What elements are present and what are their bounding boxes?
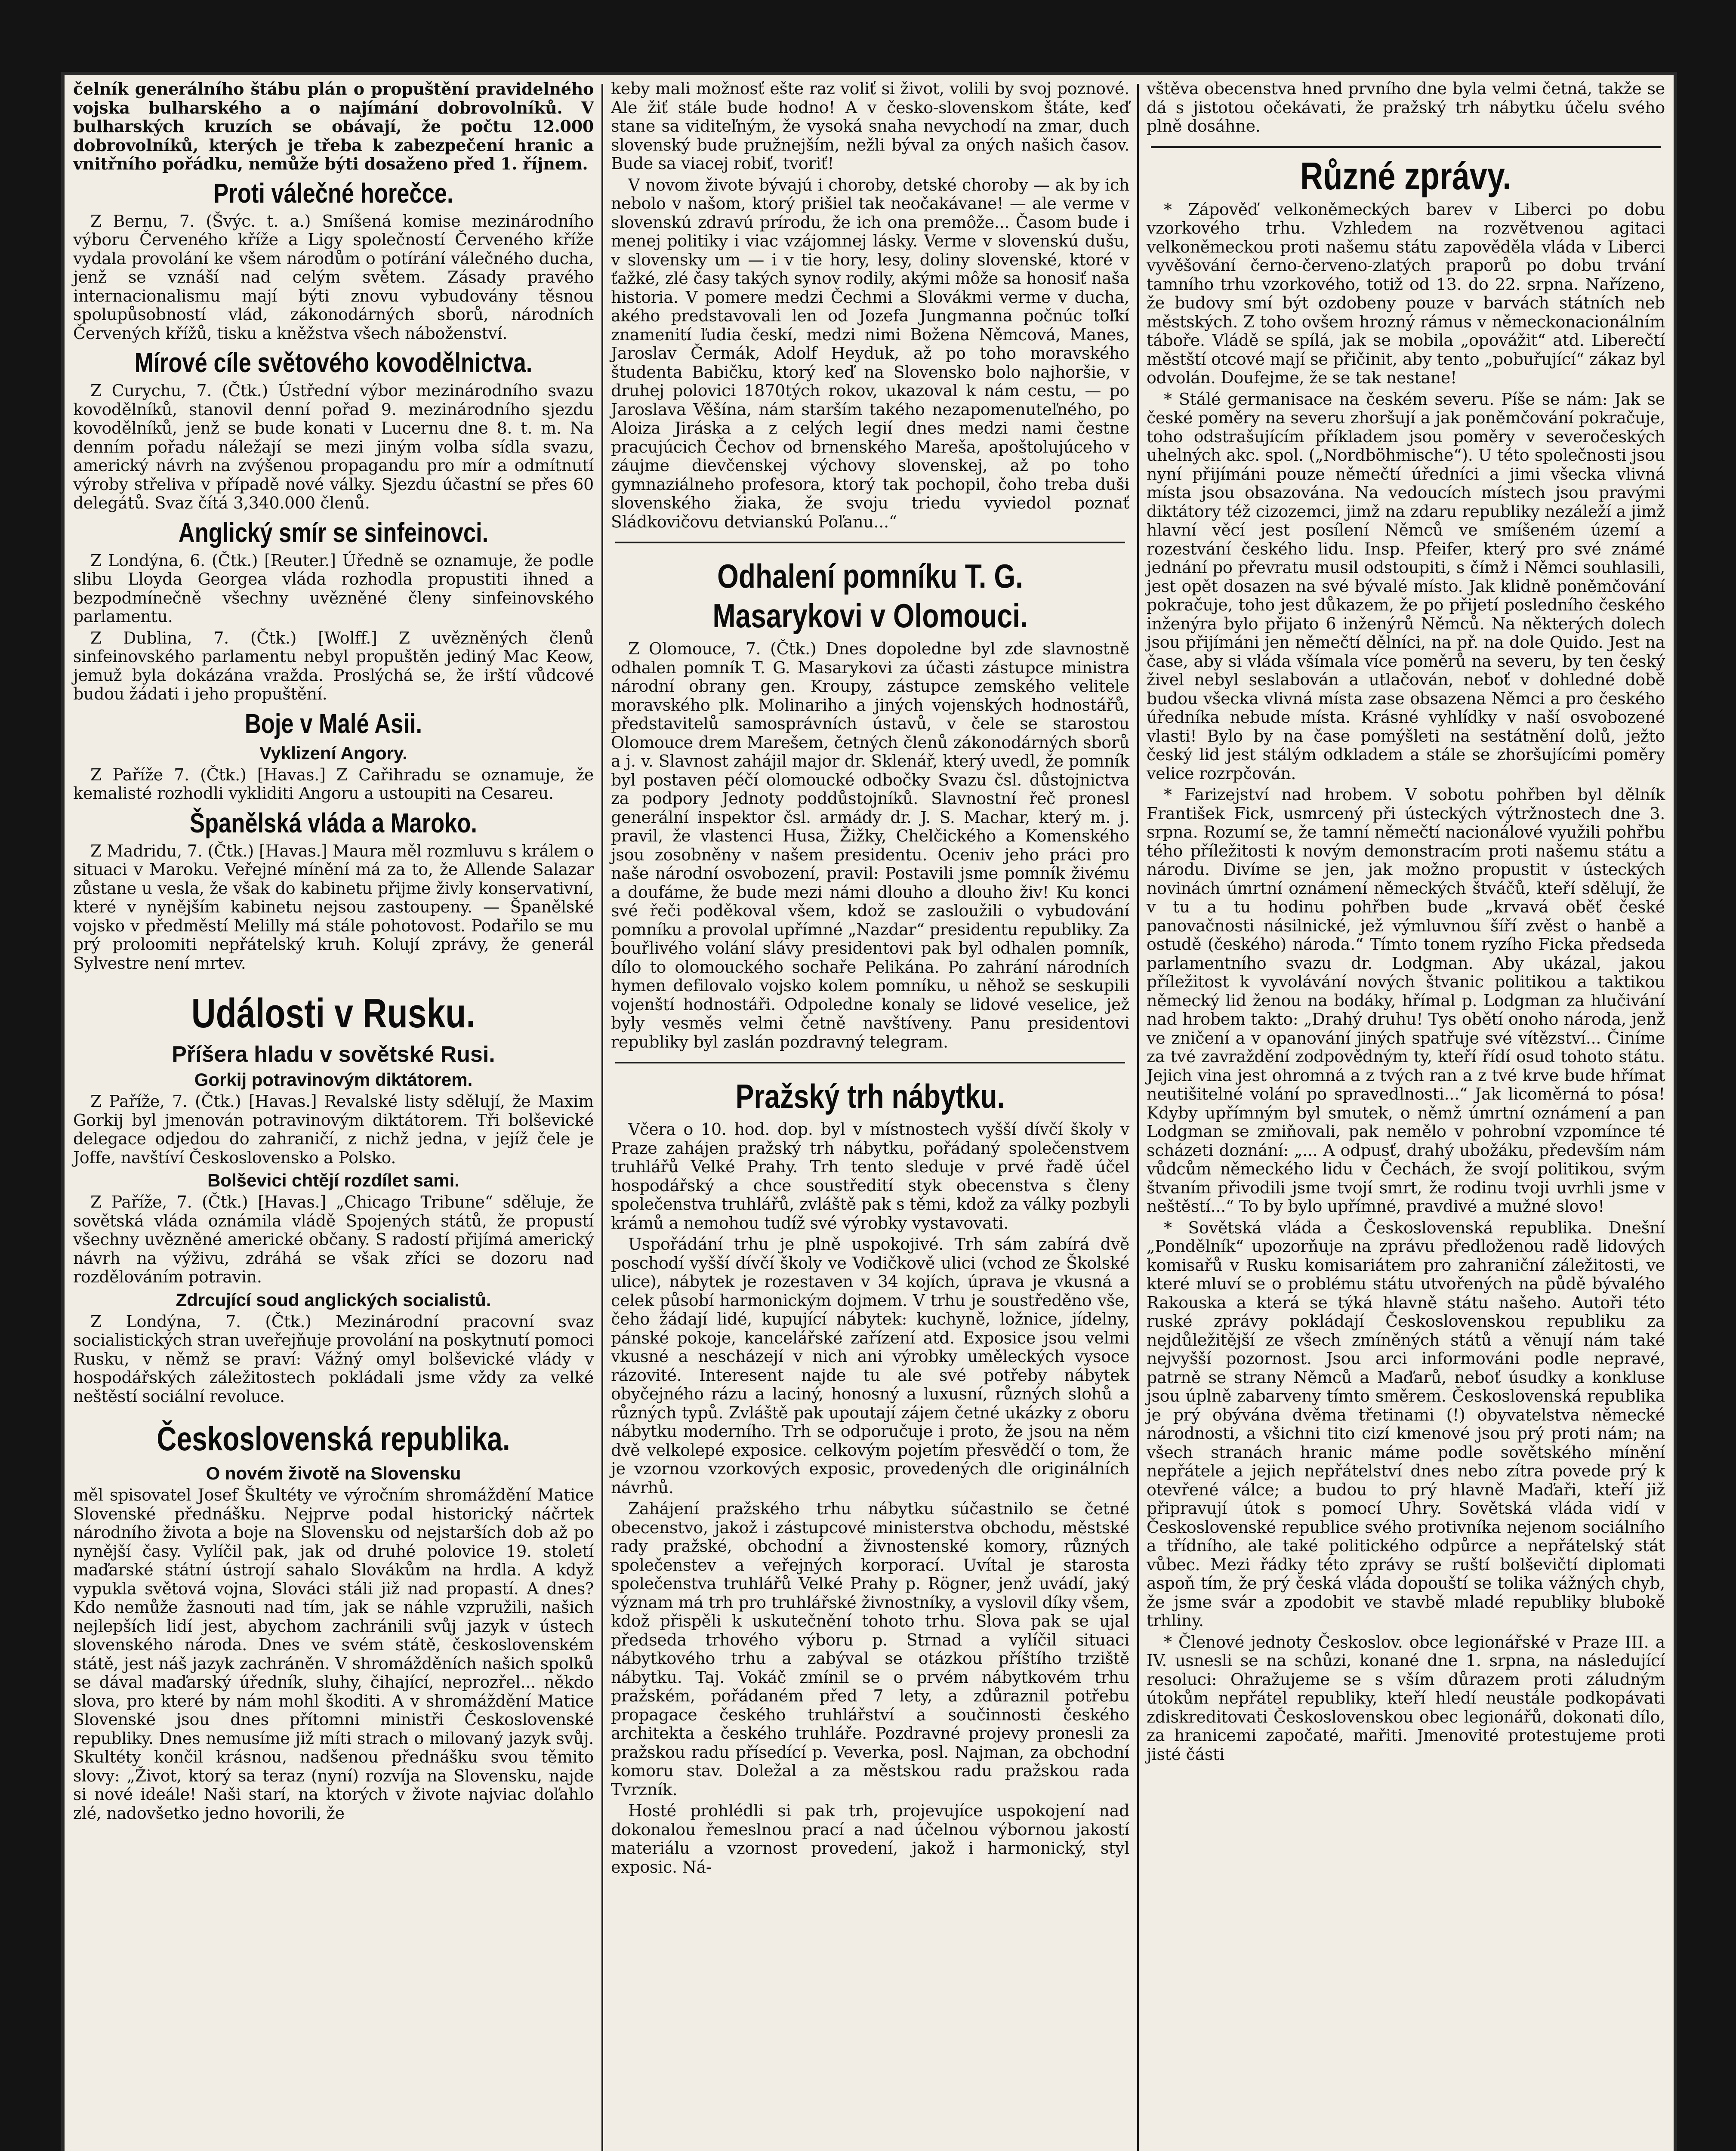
article-text: Uspořádání trhu je plně uspokojivé. Trh sám zabírá dvě poschodí vyšší dívčí školy ve Vodičkově ulici (vchod ze Školské ulice), nábytek je rozestaven v 34 kojích, úprava je vkusná a celek působí harmonickým dojmem. V trhu je soustředěno vše, čeho žádají lidé, kupující nábytek: kuchyně, ložnice, jídelny, pánské pokoje, kancelářské zařízení atd. Exposice jsou velmi vkusné a nescházejí v nich ani výrobky uměleckých vysoce rázovité. Interesent najde tu ale své potřeby nábytek obyčejného rázu a laciný, honosný a luxusní, různých slohů a různých typů. Zvláště pak upoutají zájem četné ukázky z oboru nábytku moderního. Trh se odporučuje i proto, že jsou na něm dvě velkolepé exposice. celkovým pojetím přesvědčí o tom, že je vzornou vzorkových exposic, provedených dle originálních návrhů. bbox=[611, 1235, 1129, 1497]
separator bbox=[1151, 146, 1661, 148]
column-1 bbox=[65, 75, 602, 2151]
article-text: * Sovětská vláda a Československá republika. Dnešní „Pondělník“ upozorňuje na zprávu předloženou radě lidových komisařů v Rusku komisariátem pro zahraniční záležitosti, ve které mluví se o problému státu utvořených na půdě bývalého Rakouska a která se týká hlavně státu našeho. Autoři této ruské zprávy pokládají Československou republiku za nejdůležitější ze všech zmíněných států a věnují nám také nejvyšší pozornost. Jsou arci informováni podle nepravé, patrně se strany Němců a Maďarů, neboť úsudky a konkluse jsou úplně zabarveny tímto směrem. Československá republika je prý obývána dvěma třetinami (!) obyvatelstva německé národnosti, a všichni tito cizí kmenové jsou prý proti nám; na všech stranách hranic máme podle sovětského mínění nepřátele a jejich nepřátelství dnes nebo zítra povede prý k otevřené válce; a budou to prý hlavně Maďaři, kteří již připravují útok s pomocí Uhry. Sovětská vláda vidí v Československé republice svého protivníka nejenom sociálního a třídního, ale také politického odpůrce a nepřátelský stát vůbec. Mezi řádky této zprávy se ruští bolševičtí diplomati aspoň tím, že prý česká vláda dopouští se tolika vážných chyb, že jsme svár a zpodobit ve stavbě mladé republiky blubokě trhliny. bbox=[1147, 1218, 1665, 1630]
article-text: vštěva obecenstva hned prvního dne byla velmi četná, takže se dá s jistotou očekávati, že pražský trh nábytku účelu svého plně dosáhne. bbox=[1147, 79, 1665, 136]
headline-anglicky-smir: Anglický smír se sinfeinovci. bbox=[178, 517, 489, 548]
article-text: Z Paříže, 7. (Čtk.) [Havas.] Revalské listy sdělují, že Maxim Gorkij byl jmenován potravinovým diktátorem. Tři bolševické delegace odjedou do zahraničí, z nichž jedna, v jejíž čele je Joffe, navštíví Československo a Polsko. bbox=[73, 1092, 594, 1167]
separator bbox=[615, 1062, 1125, 1063]
article-text: měl spisovatel Josef Škultéty ve výročním shromáždění Matice Slovenské přednášku. Nejprve podal historický náčrtek národního života a boje na Slovensku od nejstarších dob až po nynější časy. Vylíčil pak, jak od druhé polovice 19. století maďarské státní ústrojí sahalo Slovákům na hrdla. A když vypukla světová vojna, Slováci stáli již nad propastí. A dnes? Kdo nemůže žasnouti nad tím, jak se náhle vzpružili, našich nejlepších lidí jest, abychom zachránili svůj jazyk v ústech slovenského národa. Dnes ve svém státě, československém státě, jest náš jazyk zachráněn. V shromážděních našich spolků se dával maďarský úředník, sluhy, čihající, neprozřel... někdo slova, pro které by nám mohl škoditi. A v shromáždění Matice Slovenské jsou dnes přítomni ministři Československé republiky. Dnes nemusíme již míti strach o milovaný jazyk svůj. Skultéty končil krásnou, nadšenou přednášku svou těmito slovy: „Život, ktorý sa teraz (nyní) rozvíja na Slovensku, najde si nové ideále! Naši starí, na ktorých v živote najviac doľahlo zlé, nadovšetko jedno hovorili, že bbox=[73, 1485, 594, 1823]
headline-boje: Boje v Malé Asii. bbox=[244, 708, 422, 739]
article-text: * Členové jednoty Českoslov. obce legionářské v Praze III. a IV. usnesli se na schůzi, konané dne 1. srpna, na následující resoluci: Ohražujeme se s vším důrazem proti záludným útokům nepřátel republiky, kteří hledí neustále podkopávati zdiskreditovati Československou obec legionářů, dokonati dílo, za hranicemi započaté, mařiti. Jmenovité protestujeme proti jisté části bbox=[1147, 1632, 1665, 1764]
article-text: Z Londýna, 6. (Čtk.) [Reuter.] Úředně se oznamuje, že podle slibu Lloyda Georgea vláda rozhodla propustiti ihned a bezpodmínečně všechny uvězněné členy sinfeinovského parlamentu. bbox=[73, 551, 594, 626]
article-text: Z Paříže 7. (Čtk.) [Havas.] Z Cařihradu se oznamuje, že kemalisté rozhodli vykliditi Angoru a ustoupiti na Cesareu. bbox=[73, 765, 594, 803]
article-text: Z Olomouce, 7. (Čtk.) Dnes dopoledne byl zde slavnostně odhalen pomník T. G. Masarykovi za účasti zástupce ministra národní obrany gen. Kroupy, zástupce zemského velitele moravského plk. Molinariho a jiných vojenských hodnostářů, představitelů samosprávních ústavů, v čele se starostou Olomouce drem Marešem, četných členů zákonodárných sborů a j. v. Slavnost zahájil major dr. Sklenář, který uvedl, že pomník byl postaven péčí olomoucké odbočky Svazu čsl. důstojnictva za podpory Jednoty poddůstojníků. Slavnostní řeč pronesl generální inspektor čsl. armády dr. J. S. Machar, který m. j. pravil, že vlastenci Husa, Žižky, Chelčického a Komenského jsou zosobněny v našem presidentu. Oceniv jeho práci pro naše národní osvobození, pravil: Postavili jsme pomník živému a doufáme, že bude mezi námi dlouho a dlouho živ! Ku konci své řeči poděkoval všem, kdož se zasloužili o vybudování pomníku a provolal upřímné „Nazdar“ presidentu republiky. Za bouřlivého volání slávy presidentovi pak byl odhalen pomník, dílo to olomouckého sochaře Pelikána. Po zahrání národních hymen defilovalo vojsko kolem pomníku, u něhož se seskupili vojenští hodnostáři. Odpoledne konaly se lidové veselice, jež byly vesměs velmi četně navštíveny. Panu presidentovi republiky byl zaslán pozdravný telegram. bbox=[611, 639, 1129, 1051]
article-text: V novom živote bývajú i choroby, detské choroby — ak by ich nebolo v našom, ktorý prišiel tak neočakávane! — ale verme v slovenskú zdravú prírodu, že ich ona premôže... Časom bude i menej politiky i viac vzájomnej lásky. Verme v slovenskú dušu, v slovensky um — i v tie hory, lesy, doliny slovenské, ktoré v ťažké, zlé časy takých synov rodily, akými môže sa honosiť naša historia. V pomere medzi Čechmi a Slovákmi verme v ducha, akého predstavovali len od Jozefa Jungmanna počnúc toľkí znamenití ľudia českí, medzi nimi Božena Němcová, Manes, Jaroslav Čermák, Adolf Heyduk, až po toho moravského študenta Babičku, ktorý keď na Slovensko bolo najhoršie, v druhej polovici 1870tých rokov, ukazoval k nám cestu, — po Jaroslava Věšína, nám starším takého nezapomenuteľného, po Aloiza Jiráska a z celých legií dnes medzi nami čestne pracujúcich Čechov od brnenského Mareša, apoštolujúceho v záujme dievčenskej výchovy slovenskej, až po toho gymnaziálneho profesora, ktorý tak pochopil, čoho treba duši slovenského žiaka, že svoju triedu vyviedol poznať Sládkovičovu detvianskú Poľanu...“ bbox=[611, 175, 1129, 531]
subheadline-bolsevici: Bolševici chtějí rozdílet sami. bbox=[207, 1170, 459, 1190]
article-text: * Farizejství nad hrobem. V sobotu pohřben byl dělník František Fick, usmrcený při ústeckých výtržnostech dne 3. srpna. Rozumí se, že tamní němečtí nacionálové využili pohřbu tého příležitosti k novým demonstracím proti našemu státu a národu. Divíme se jen, jak možno propustit v ústeckých novinách úmrtní oznámení německých štváčů, kteří sdělují, že v tu a tu hodinu pohřben bude „krvavá oběť české panovačnosti násilnické, jež výmluvnou šíří zvěst o hanbě a ostudě (českého) národa.“ Tímto tonem ryzího Ficka předseda parlamentního svazu dr. Lodgman. Aby ukázal, jakou příležitost k vyvolávání nových štvanic politikou a taktikou německý lid ženou na bodáky, hřímal p. Lodgman za hlučivání nad hrobem takto: „Drahý druhu! Tys obětí onoho národa, jenž ve zničení a v opanování jiných spatřuje své vítězství... Činíme za tvé zavraždění zodpovědným ty, kteří řídí osud tohoto státu. Jejich vina jest ohromná a z tvých ran a z tvé krve bude hřímat neutišitelné volání po spravedlnosti...“ Jak licoměrná to pósa! Kdyby upřímným byl smutek, o němž úmrtní oznámení a pan Lodgman se zmiňovali, pak nemělo v pohrobní vzpomínce té scházeti doznání: „... A odpusť, drahý ubožáku, především nám vůdcům německého lidu v Čechách, že svojí politikou, svým štvaním přivodili jsme tvojí smrt, že rodinu tvoji uvrhli jsme v neštěstí...“ To by bylo upřímné, pravdivé a mužné slovo! bbox=[1147, 785, 1665, 1216]
subheadline-slovensko: O novém životě na Slovensku bbox=[206, 1463, 461, 1483]
headline-pomnik: Odhalení pomníku T. G. Masarykovi v Olomouci. bbox=[712, 557, 1028, 635]
subheadline-soud: Zdrcující soud anglických socialistů. bbox=[176, 1289, 491, 1310]
headline-csr: Československá republika. bbox=[157, 1420, 510, 1458]
article-text: Z Madridu, 7. (Čtk.) [Havas.] Maura měl rozmluvu s králem o situaci v Maroku. Veřejné mínění má za to, že Allende Salazar zůstane u vesla, že však do kabinetu přijme živly konservativní, které v nynějším kabinetu nejsou zastoupeny. — Španělské vojsko v předměstí Melilly má stále pohotovost. Podařilo se mu prý proloomiti nepřátelský kruh. Kolují zprávy, že generál Sylvestre není mrtev. bbox=[73, 841, 594, 973]
article-text: Včera o 10. hod. dop. byl v místnostech vyšší dívčí školy v Praze zahájen pražský trh nábytku, pořádaný společenstvem truhlářů Velké Prahy. Trh tento sleduje v prvé řadě účel hospodářský a chce soustředití styk obecenstva s členy společenstva truhlářů, zvláště pak s těmi, kdož za války pozbyli krámů a nemohou tudíž své výrobky vystavovati. bbox=[611, 1120, 1129, 1233]
subheadline-angora: Vyklizení Angory. bbox=[259, 743, 407, 763]
article-text: * Stálé germanisace na českém severu. Píše se nám: Jak se české poměry na severu zhoršují a jak poněmčování pokračuje, toho odstrašujícím příkladem jsou poměry v severočeských uhelných akc. spol. („Nordböhmische“). U této společnosti jsou nyní přijímáni pouze němečtí úředníci a jimi všecka vlivná místa jsou obsazována. Na vedoucích místech jsou pravými diktátory též cizozemci, jimž na zdaru republiky nezáleží a jimž hlavní věcí jest posílení Němců ve smíšeném území a rozestvání českého lidu. Insp. Pfeifer, který pro své známé jednání po převratu musil odstoupiti, s čímž i Němci souhlasili, jest opět dosazen na své bývalé místo. Jak klidně poněmčování pokračuje, toho jest důkazem, že po přijetí posledního českého inženýra bylo přijato 6 inženýrů Němců. Na některých dolech jsou přijímáni jen němečtí dělníci, na př. na dole Quido. Jest na čase, aby si vláda všímala více poměrů na severu, by ten český živel nebyl seslabován a utlačován, neboť v dohledné době budou všecka vlivná místa zase obsazena Němci a pro českého úředníka nebude místa. Krásné vyhlídky v naší osvobozené vlasti! Bylo by na čase pomýšleti na sestátnění dolů, ježto český lid jest stálým odkladem a stále se zhoršujícími poměry velice rozrpčován. bbox=[1147, 389, 1665, 783]
subheadline-gorkij: Gorkij potravinovým diktátorem. bbox=[194, 1069, 473, 1090]
article-text: Zahájení pražského trhu nábytku súčastnilo se četné obecenstvo, jakož i zástupcové ministerstva obchodu, městské rady pražské, obchodní a živnostenské komory, různých společenstev a veřejných korporací. Uvítal je starosta společenstva truhlářů Velké Prahy p. Rögner, jenž uvádí, jaký význam má trh pro truhlářské živnostníky, a vyslovil díky všem, kdož přispěli k uskutečnění tohoto trhu. Slova pak se ujal předseda trhového výboru p. Strnad a vylíčil situaci nábytkového trhu a zabýval se otázkou příštího trziště nábytku. Taj. Vokáč zmínil se o prvém nábytkovém trhu pražském, pořádaném před 7 lety, a zdůraznil potřebu propagace českého truhlářství a součinnosti českého architekta a českého truhláře. Pozdravné projevy pronesli za pražskou radu přísedící p. Veverka, posl. Najman, za obchodní komoru stav. Doležal a za městskou radu pražskou rada Tvrzník. bbox=[611, 1499, 1129, 1799]
article-text: Hosté prohlédli si pak trh, projevujíce uspokojení nad dokonalou řemeslnou prací a nad účelnou výbornou jakostí materiálu a vzornost provedení, jakož i harmonický, styl exposic. Ná- bbox=[611, 1801, 1129, 1877]
headline-trh: Pražský trh nábytku. bbox=[735, 1077, 1005, 1115]
column-3 bbox=[1138, 75, 1674, 2151]
article-text: Z Paříže, 7. (Čtk.) [Havas.] „Chicago Tribune“ sděluje, že sovětská vláda oznámila vládě Spojených států, že propustí všechny uvězněné americké občany. S radostí přijímá americký návrh na výživu, zdráhá se však zříci se dozoru nad rozdělováním potravin. bbox=[73, 1193, 594, 1286]
headline-kovodelnictvo: Mírové cíle světového kovodělnictva. bbox=[134, 347, 533, 378]
headline-valecne: Proti válečné horečce. bbox=[213, 177, 453, 209]
article-text: Z Bernu, 7. (Švýc. t. a.) Smíšená komise mezinárodního výboru Červeného kříže a Ligy společností Červeného kříže vydala provolání ke všem národům o potírání válečného ducha, jenž se vznáší nad celým světem. Zásady pravého internacionalismu mají býti znovu vybudovány těsnou spolupůsobností vlád, zákonodárných sborů, národních Červených křížů, tisku a kněžstva všech náboženství. bbox=[73, 211, 594, 343]
headline-zpravy: Různé zprávy. bbox=[1300, 154, 1511, 198]
article-text: * Zápověď velkoněmeckých barev v Liberci po dobu vzorkového trhu. Vzhledem na rozvětvenou agitaci velkoněmeckou proti našemu státu zapověděla vláda v Liberci vyvěšování černo-červeno-zlatých praporů po dobu trvání tamního trhu vzorkového, totiž od 13. do 22. srpna. Nařízeno, že budovy smí být ozdobeny pouze v barvách státních neb městských. Z toho ovšem hrozný rámus v německonacionálním táboře. Vládě se spílá, jak se mobila „opovážit“ atd. Liberečtí městští otcové mají se přičinit, aby tento „pobuřující“ zákaz byl odvolán. Doufejme, že se tak nestane! bbox=[1147, 200, 1665, 387]
subheadline-prisera: Příšera hladu v sovětské Rusi. bbox=[172, 1042, 495, 1067]
headline-spanelsko: Španělská vláda a Maroko. bbox=[190, 807, 477, 838]
separator bbox=[615, 542, 1125, 543]
newspaper-page bbox=[65, 75, 1674, 2151]
article-text: Z Dublina, 7. (Čtk.) [Wolff.] Z uvězněných členů sinfeinovského parlamentu nebyl propuštěn jediný Mac Keow, jemuž byla dokázána vražda. Proslýchá se, že irští vůdcové budou žádati i jeho propuštění. bbox=[73, 628, 594, 703]
article-text: Z Curychu, 7. (Čtk.) Ústřední výbor mezinárodního svazu kovodělníků, stanovil denní pořad 9. mezinárodního sjezdu kovodělníků, jenž se bude konati v Lucernu dne 8. t. m. Na denním pořadu náležají se mezi jiným volba sídla svazu, americký návrh na zvýšenou propagandu pro mír a odmítnutí výroby střeliva v případě nové války. Sjezdu účastní se přes 60 delegátů. Svaz čítá 3,340.000 členů. bbox=[73, 381, 594, 512]
article-text: keby mali možnosť ešte raz voliť si život, volili by svoj poznové. Ale žiť stále bude hodno! A v česko-slovenskom štáte, keď stane sa viditeľným, že vysoká snaha nevychodí na zmar, duch slovenský bude pružnejším, nežli býval za oných našich časov. Bude sa viacej robiť, tvoriť! bbox=[611, 79, 1129, 173]
article-text: Z Londýna, 7. (Čtk.) Mezinárodní pracovní svaz socialistických stran uveřejňuje provolání na poskytnutí pomoci Rusku, v němž se praví: Vážný omyl bolševické vlády v hospodářských záležitostech pokládali jsme vždy za velké neštěstí sociální revoluce. bbox=[73, 1312, 594, 1406]
article-text: čelník generálního štábu plán o propuštění pravidelného vojska bulharského a o najímání dobrovolníků. V bulharských kruzích se obávají, že počtu 12.000 dobrovolníků, kterých je třeba k zabezpečení hranic a vnitřního pořádku, nemůže býti dosaženo před 1. říjnem. bbox=[73, 79, 594, 173]
headline-rusko: Události v Rusku. bbox=[191, 990, 476, 1036]
column-2 bbox=[602, 75, 1138, 2151]
